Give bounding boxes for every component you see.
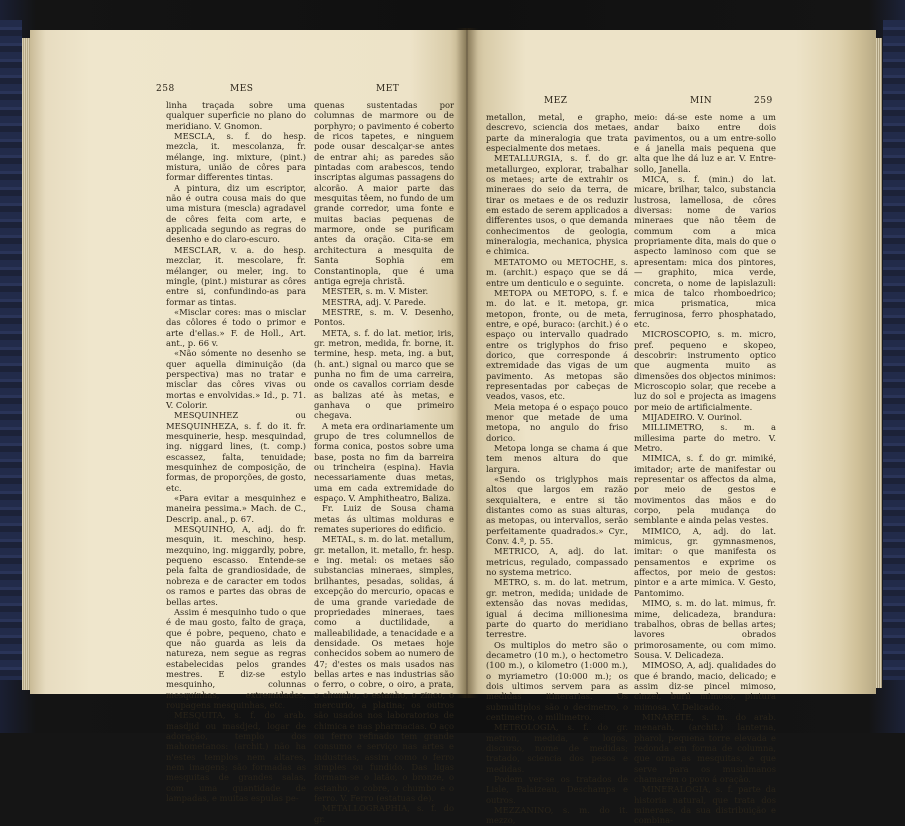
dictionary-entry: linha traçada sobre uma qualquer superficie no plano do meridiano. V. Gnomon.	[166, 100, 306, 131]
right-page-column-1	[486, 112, 628, 826]
dictionary-entry: MESTRE, s. m. V. Desenho, Pontos.	[314, 306, 454, 328]
dictionary-entry: «Sendo os triglyphos mais altos que largos em razão sexquialtera, e entre si tão distantes como as suas alturas, as metopas, ou intervallos, serão perfeitamente quadrados.» Cyr., Conv. 4.ª, p. 55.	[486, 474, 628, 547]
dictionary-entry: «Para evitar a mesquinhez e maneira pessima.» Mach. de C., Descrip. anal., p. 67.	[166, 493, 306, 524]
dictionary-entry: MICROSCOPIO, s. m. micro, pref. pequeno e skopeo, descobrir: instrumento optico que augmenta muito as dimensões dos objectos minimos: Microscopio solar, que recebe a luz do sol e projecta as imagens por meio de artificialmente.	[634, 329, 776, 412]
dictionary-entry: MESCLAR, v. a. do hesp. mezclar, it. mescolare, fr. mélanger, ou meler, ing. to mingle, (pint.) misturar as côres entre si, confundindo-as para formar as tintas.	[166, 244, 306, 307]
right-page	[466, 30, 876, 826]
dictionary-entry: MIMOSO, A, adj. qualidades do que é brando, macio, delicado; e assim diz-se pincel mimoso, cinzel, buril mimoso, pintura mimosa. V. Delicado.	[634, 660, 776, 712]
dictionary-entry: METALLURGIA, s. f. do gr. metallurgeo, explorar, trabalhar os metaes; arte de extrahir os mineraes do seio da terra, de tirar os metaes e de os reduzir em estado de serem applicados a differentes usos, o que demanda conhecimentos de geologia, mineralogia, mechanica, physica e chimica.	[486, 153, 628, 257]
dictionary-entry: metallon, metal, e grapho, descrevo, sciencia dos metaes, parte da mineralogia que trata especialmente dos metaes.	[486, 112, 628, 154]
dictionary-entry: MIMICO, A, adj. do lat. mimicus, gr. gymnasmenos, imitar: o que manifesta os pensamentos e exprime os affectos, por meio de gestos: pintor e a arte mimica. V. Gesto, Pantomimo.	[634, 525, 776, 598]
dictionary-entry: Metopa longa se chama á que tem menos altura do que largura.	[486, 443, 628, 474]
dictionary-entry: MILLIMETRO, s. m. a millesima parte do metro. V. Metro.	[634, 422, 776, 453]
dictionary-entry: MESTRA, adj. V. Parede.	[322, 296, 427, 307]
dictionary-entry: MESCLA, s. f. do hesp. mezcla, it. mescolanza, fr. mélange, ing. mixture, (pint.) mistura, união de côres para formar differentes tintas.	[166, 131, 306, 183]
dictionary-entry: METRO, s. m. do lat. metrum, gr. metron, medida; unidade de extensão das novas medidas, igual á decima millionesima parte do quarto do meridiano terrestre.	[486, 577, 628, 640]
dictionary-entry: quenas sustentadas por columnas de marmore ou de porphyro; o pavimento é coberto de ricos tapetes, e ninguem pode ousar descalçar-se antes de entrar ahi; as paredes são pintadas com arabescos, tendo inscriptas algumas passagens do alcorão. A maior parte das mesquitas têem, no fundo de um grande corredor, uma fonte e muitas bacias pequenas de marmore, onde se purificam antes da oração. Cita-se em architectura a mesquita de Santa Sophia em Constantinopla, que é uma antiga egreja christã.	[314, 100, 454, 286]
dictionary-entry: Meia metopa é o espaço pouco menor que metade de uma metopa, no angulo do friso dorico.	[486, 401, 628, 443]
left-header-left: MES	[230, 84, 254, 94]
dictionary-entry: MINERALOGIA, s. f. parte da historia natural, que trata dos mineraes, da sua distribuição e combina-	[634, 784, 776, 826]
left-page	[30, 30, 466, 824]
dictionary-entry: MEZZANINO, s. m. do it. mezzo,	[486, 805, 628, 826]
right-page-number: 259	[754, 96, 773, 106]
dictionary-entry: Podem ver-se os tratados de Lisle, Palaizeau, Deschamps e outros.	[486, 774, 628, 805]
right-page-column-2	[634, 112, 776, 826]
dictionary-entry: MIMO, s. m. do lat. mimus, fr. mime, delicadeza, brandura: trabalhos, obras de bellas artes; lavores obrados primorosamente, ou com mimo. Sousa. V. Delicadeza.	[634, 598, 776, 660]
dictionary-entry: MIJADEIRO. V. Ourinol.	[642, 411, 743, 422]
dictionary-entry: A meta era ordinariamente um grupo de tres columnellos de forma conica, postos sobre uma base, posta no fim da barreira ou trincheira (espina). Havia necessariamente duas metas, uma em cada extremidade do espaço. V. Amphitheatro, Baliza.	[314, 420, 454, 504]
dictionary-entry: MESQUINHEZ ou MESQUINHEZA, s. f. do it. fr. mesquinerie, hesp. mesquindad, ing. niggard lines, (t. comp.) escassez, falta, tenuidade; mesquinhez de composição, de formas, de proporções, de gosto, etc.	[166, 410, 306, 493]
dictionary-entry: MIMICA, s. f. do gr. mimiké, imitador; arte de manifestar ou representar os affectos da alma, por meio de gestos e movimentos das mãos e do corpo, pela mudança do semblante e ainda pelas vestes.	[634, 453, 776, 526]
dictionary-entry: MESQUITA, s. f. do arab. masdjid ou masdjed, logar de adoração, templo dos mahometanos: (archit.) não ha n'estes templos nem altares, nem imagens; são formadas as mesquitas de grandes salas, com uma quantidade de lampadas, e muitas espulas pe-	[166, 710, 306, 804]
right-header-left: MEZ	[544, 96, 568, 106]
dictionary-entry: METRICO, A, adj. do lat. metricus, regulado, compassado no systema metrico.	[486, 546, 628, 578]
cover-edge-left	[0, 20, 22, 680]
dictionary-entry: MICA, s. f. (min.) do lat. micare, brilhar, talco, substancia lustrosa, lamellosa, de côres diversas: nome de varios mineraes que não têem de commum com a mica propriamente dita, mais do que o aspecto laminoso com que se apresentam: mica dos pintores, — graphito, mica verde, concreta, o nome de lapislazuli: mica de talco rhomboedrico; mica prismatica, mica ferruginosa, ferro phosphatado, etc.	[634, 174, 776, 329]
dictionary-entry: METATOMO ou METOCHE, s. m. (archit.) espaço que se dá entre um denticulo e o seguinte.	[486, 256, 628, 288]
dictionary-entry: A pintura, diz um escriptor, não é outra cousa mais do que uma mistura (mescla) agradavel de côres feita com arte, e applicada segundo as regras do desenho e do claro-escuro.	[166, 182, 306, 245]
dictionary-entry: MESQUINHO, A, adj. do fr. mesquin, it. meschino, hesp. mezquino, ing. miggardly, pobre, pequeno escasso. Entende-se pela falta de grandiosidade, de nobreza e de caracter em todos os ramos e partes das obras de bellas artes.	[166, 524, 306, 607]
dictionary-entry: METALLOGRAPHIA, s. f. do gr.	[314, 803, 454, 824]
dictionary-entry: MINARETE, s. m. do arab. menarah, (archit.) lanterna, pharol, pequena torre elevada e redonda em forma de columna, que orna as mesquitas, e que serve para os musulmanos chamarem o povo á oração.	[634, 711, 776, 784]
dictionary-entry: METOPA ou METOPO, s. f. e m. do lat. e it. metopa, gr. metopon, fronte, ou de meta, entre, e opé, buraco: (archit.) é o espaço ou intervallo quadrado entre os triglyphos do friso dorico, que corresponde á extremidade das vigas de um pavimento. As metopas são representadas por cabeças de veados, vasos, etc.	[486, 287, 628, 402]
dictionary-entry: Fr. Luiz de Sousa chama metas ás ultimas molduras e remates superiores do edificio.	[314, 503, 454, 535]
dictionary-entry: METROLOGIA, s. f. do gr. metron, medida, e logos, discurso, nome de medidas; tratado, sciencia dos pesos e medidas.	[486, 722, 628, 774]
cover-edge-right	[883, 20, 905, 680]
left-page-column-2	[314, 100, 454, 824]
dictionary-entry: «Não sómente no desenho se quer aquella diminuição (da perspectiva) mas no tratar e misclar das côres vivas ou mortas e envolvidas.» Id., p. 71. V. Colorir.	[166, 348, 306, 410]
left-page-column-1	[166, 100, 306, 804]
right-header-right: MIN	[690, 96, 713, 106]
left-header-right: MET	[376, 84, 400, 94]
dictionary-entry: Os multiplos do metro são o decametro (10 m.), o hectometro (100 m.), o kilometro (1:000 m.), o myriametro (10:000 m.); os dois ultimos servem para as medidas itinerarias. Os submultiplos são o decimetro, o centimetro, o millimetro.	[486, 639, 628, 722]
dictionary-entry: «Misclar cores: mas o misclar das côlores é todo o primor e arte d'ellas.» F. de Holl., Art. ant., p. 66 v.	[166, 306, 306, 348]
dictionary-entry: meio: dá-se este nome a um andar baixo entre dois pavimentos, ou a um entre-sollo e á janella mais pequena que alta que lhe dá luz e ar. V. Entre-sollo, Janella.	[634, 112, 776, 174]
dictionary-entry: META, s. f. do lat. metior, iris, gr. metron, medida, fr. borne, it. termine, hesp. meta, ing. a but, (h. ant.) signal ou marco que se punha no fim de uma carreira, onde os cavallos corriam desde as balizas até às metas, e ganhava o que primeiro chegava.	[314, 327, 454, 421]
dictionary-entry: METAL, s. m. do lat. metallum, gr. metallon, it. metallo, fr. hesp. e ing. metal: os metaes são substancias mineraes, simples, brilhantes, pesadas, solidas, á excepção do mercurio, opacas e de uma grande variedade de propriedades mineraes, taes como a ductilidade, a malleabilidade, a tenacidade e a densidade. Os metaes hoje conhecidos sobem ao numero de 47; d'estes os mais usados nas bellas artes e nas industrias são o ferro, o cobre, o oiro, a prata, o chumbo, o estanho, o zinco, o mercurio, a platina; os outros são usados nos laboratorios de chimica e nas pharmacias. O aço ou ferro refinado tem grande consumo e serviço nas artes e industrias, assim como o ferro simples ou fundido. Das ligas formam-se o latão, o bronze, o estanho, o cobre, o chumbo e o ferro. V. Ferro (estatuas de).	[314, 534, 454, 804]
dictionary-entry: MESTER, s. m. V. Mister.	[322, 286, 429, 297]
book-gutter	[456, 28, 478, 698]
dictionary-entry: Assim é mesquinho tudo o que é de mau gosto, falto de graça, que é pobre, pequeno, chato e que não guarda as leis da natureza, nem segue as regras estabelecidas pelos grandes mestres. E diz-se estylo mesquinho, colunnas mesquinhas, extremidades, roupagens mesquinhas, etc.	[166, 606, 306, 710]
left-page-number: 258	[156, 84, 175, 94]
